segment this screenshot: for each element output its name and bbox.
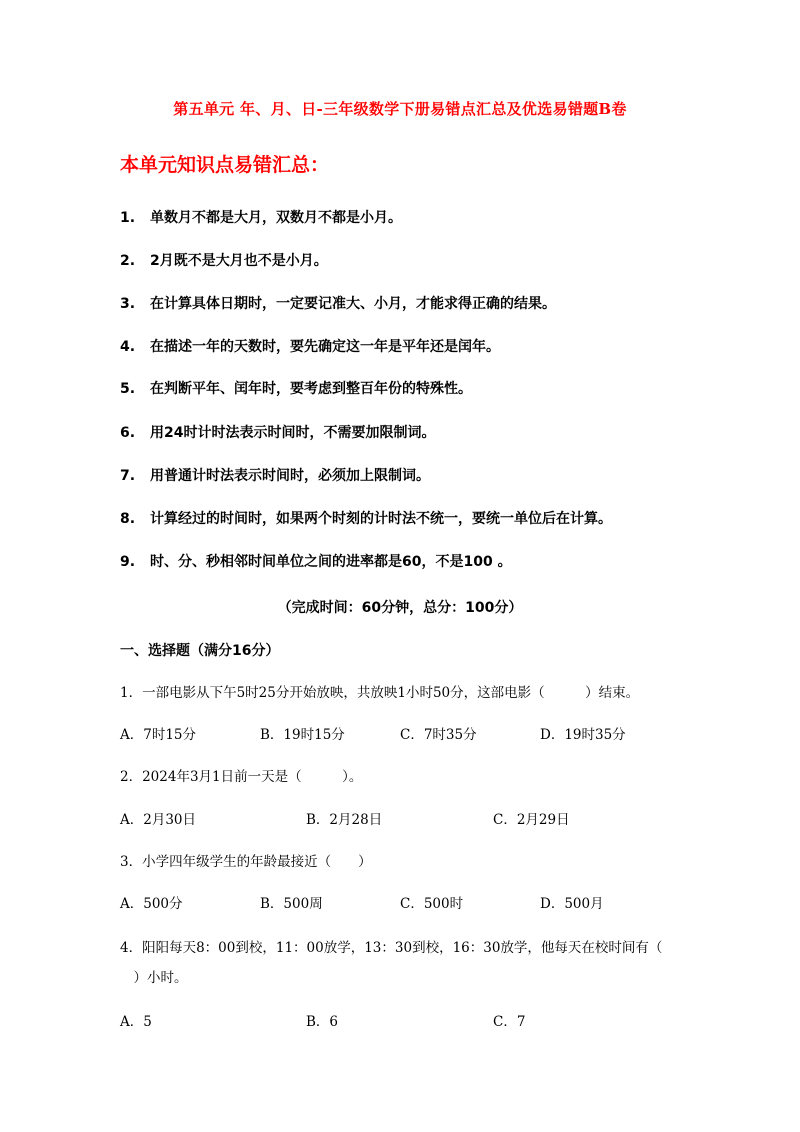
time-and-score-note: （完成时间：60分钟，总分：100分） — [277, 600, 523, 616]
question-3-option-a: A．500分 — [120, 896, 183, 912]
summary-point — [120, 293, 556, 313]
question-3-option-b: B．500周 — [260, 896, 323, 912]
question-2-option-b: B．2月28日 — [306, 812, 383, 828]
point-text: 在计算具体日期时，一定要记准大、小月，才能求得正确的结果。 — [150, 296, 556, 312]
question-4-stem: 4．阳阳每天8：00到校，11：00放学，13：30到校，16：30放学，他每天在校时间有（ — [120, 940, 663, 956]
question-4-option-c: C．7 — [493, 1014, 526, 1030]
point-number: 3. — [120, 296, 136, 312]
question-1-option-c: C．7时35分 — [400, 727, 477, 743]
knowledge-summary-heading: 本单元知识点易错汇总： — [120, 154, 330, 176]
question-1-option-a: A．7时15分 — [120, 727, 197, 743]
summary-point — [120, 378, 472, 398]
question-1-stem: 1．一部电影从下午5时25分开始放映，共放映1小时50分，这部电影（ ）结束。 — [120, 685, 640, 701]
point-text: 时、分、秒相邻时间单位之间的进率都是60，不是100 。 — [150, 554, 512, 570]
question-4-stem-continued: ）小时。 — [120, 970, 188, 986]
summary-point — [120, 207, 402, 227]
question-2-stem: 2．2024年3月1日前一天是（ ）。 — [120, 769, 363, 785]
question-3-stem: 3．小学四年级学生的年龄最接近（ ） — [120, 854, 372, 870]
question-4-option-b: B．6 — [306, 1014, 339, 1030]
point-text: 2月既不是大月也不是小月。 — [150, 253, 328, 269]
summary-point — [120, 250, 328, 270]
summary-point — [120, 551, 512, 571]
summary-point — [120, 422, 435, 442]
point-number: 8. — [120, 511, 136, 527]
question-3-option-c: C．500时 — [400, 896, 464, 912]
point-number: 1. — [120, 210, 136, 226]
summary-point — [120, 508, 612, 528]
document-title: 第五单元 年、月、日-三年级数学下册易错点汇总及优选易错题B卷 — [173, 100, 627, 118]
point-text: 用普通计时法表示时间时，必须加上限制词。 — [150, 468, 430, 484]
question-1-option-d: D．19时35分 — [540, 727, 626, 743]
point-number: 5. — [120, 381, 136, 397]
summary-point — [120, 336, 500, 356]
point-number: 4. — [120, 339, 136, 355]
point-text: 用24时计时法表示时间时，不需要加限制词。 — [150, 425, 436, 441]
part-one-title: 一、选择题（满分16分） — [120, 643, 280, 659]
point-number: 6. — [120, 425, 136, 441]
point-text: 在判断平年、闰年时，要考虑到整百年份的特殊性。 — [150, 381, 472, 397]
summary-point — [120, 465, 430, 485]
point-number: 7. — [120, 468, 136, 484]
question-2-option-c: C．2月29日 — [493, 812, 570, 828]
point-number: 2. — [120, 253, 136, 269]
point-number: 9. — [120, 554, 136, 570]
question-4-option-a: A．5 — [120, 1014, 152, 1030]
point-text: 计算经过的时间时，如果两个时刻的计时法不统一，要统一单位后在计算。 — [150, 511, 612, 527]
question-1-option-b: B．19时15分 — [260, 727, 345, 743]
question-3-option-d: D．500月 — [540, 896, 604, 912]
point-text: 在描述一年的天数时，要先确定这一年是平年还是闰年。 — [150, 339, 500, 355]
question-2-option-a: A．2月30日 — [120, 812, 197, 828]
point-text: 单数月不都是大月，双数月不都是小月。 — [150, 210, 402, 226]
